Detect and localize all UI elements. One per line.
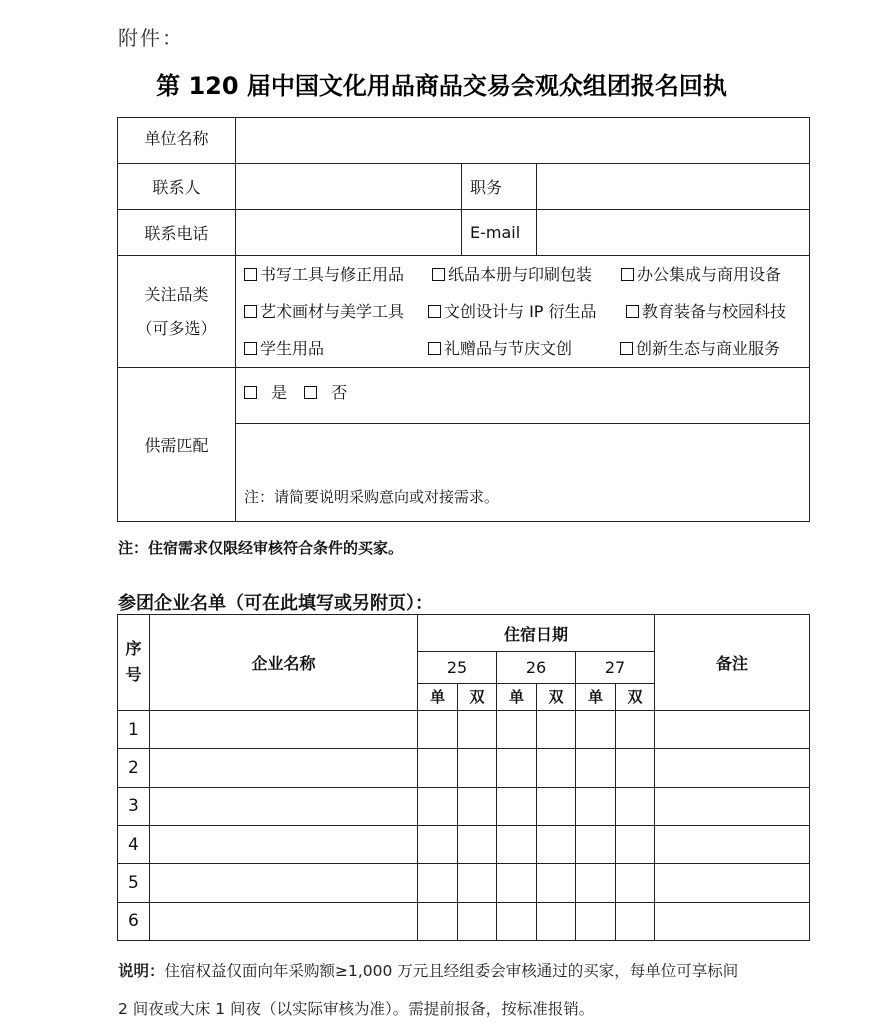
row-number: 5: [118, 864, 150, 902]
company-cell[interactable]: [150, 864, 418, 902]
room-cell[interactable]: [576, 864, 616, 902]
table-row: [118, 710, 810, 748]
category-row: [244, 256, 801, 293]
seq-header-2: 号: [125, 665, 142, 685]
category-option-label: 书写工具与修正用品: [260, 265, 405, 284]
category-option[interactable]: [432, 256, 621, 293]
accommodation-note: 注：住宿需求仅限经审核符合条件的买家。: [118, 539, 404, 557]
row-number: 2: [118, 749, 150, 787]
category-option[interactable]: [428, 293, 626, 330]
company-cell[interactable]: [150, 787, 418, 825]
remark-header: 备注: [655, 615, 810, 711]
room-cell[interactable]: [458, 710, 497, 748]
category-option-label: 艺术画材与美学工具: [260, 302, 405, 321]
table-row: [118, 749, 810, 787]
single-room-header: 单: [418, 683, 458, 710]
room-cell[interactable]: [537, 749, 576, 787]
no-label: 否: [331, 383, 348, 402]
checkbox-icon[interactable]: [244, 305, 257, 318]
single-room-header: 单: [497, 683, 537, 710]
matching-choice: [236, 368, 810, 424]
room-cell[interactable]: [458, 825, 497, 863]
table-row: [118, 787, 810, 825]
date-27: 27: [576, 652, 655, 683]
checkbox-icon[interactable]: [621, 268, 634, 281]
category-option-label: 礼赠品与节庆文创: [444, 339, 573, 358]
category-label: 关注品类: [144, 284, 209, 304]
category-option[interactable]: [244, 330, 428, 367]
remark-cell[interactable]: [655, 825, 810, 863]
room-cell[interactable]: [458, 902, 497, 940]
remark-cell[interactable]: [655, 749, 810, 787]
table-row: [118, 902, 810, 940]
yes-label: 是: [271, 383, 288, 402]
double-room-header: 双: [537, 683, 576, 710]
seq-header: [118, 615, 150, 711]
company-header: 企业名称: [150, 615, 418, 711]
company-cell[interactable]: [150, 749, 418, 787]
table-row: [118, 864, 810, 902]
room-cell[interactable]: [576, 902, 616, 940]
remark-cell[interactable]: [655, 787, 810, 825]
room-cell[interactable]: [537, 864, 576, 902]
double-room-header: 双: [616, 683, 655, 710]
category-label-cell: [118, 256, 236, 368]
category-options: [236, 256, 810, 368]
position-field[interactable]: [537, 164, 810, 210]
room-cell[interactable]: [576, 787, 616, 825]
registration-form: [117, 117, 810, 522]
row-number: 1: [118, 710, 150, 748]
room-cell[interactable]: [418, 825, 458, 863]
room-cell[interactable]: [616, 710, 655, 748]
category-option[interactable]: [428, 330, 620, 367]
email-field[interactable]: [537, 210, 810, 256]
unit-name-label: 单位名称: [118, 118, 236, 164]
yes-checkbox-icon[interactable]: [244, 386, 257, 399]
contact-label: 联系人: [118, 164, 236, 210]
company-cell[interactable]: [150, 825, 418, 863]
room-cell[interactable]: [418, 902, 458, 940]
room-cell[interactable]: [458, 864, 497, 902]
contact-field[interactable]: [236, 164, 462, 210]
list-title: 参团企业名单（可在此填写或另附页）：: [118, 593, 433, 614]
room-cell[interactable]: [458, 749, 497, 787]
room-cell[interactable]: [418, 710, 458, 748]
room-cell[interactable]: [537, 710, 576, 748]
checkbox-icon[interactable]: [244, 268, 257, 281]
room-cell[interactable]: [576, 710, 616, 748]
date-25: 25: [418, 652, 497, 683]
room-cell[interactable]: [537, 902, 576, 940]
description-lead: 说明：: [118, 962, 165, 980]
category-option[interactable]: [626, 293, 786, 330]
category-option-label: 办公集成与商用设备: [637, 265, 782, 284]
company-cell[interactable]: [150, 710, 418, 748]
single-room-header: 单: [576, 683, 616, 710]
attachment-label: 附件：: [118, 26, 184, 50]
room-cell[interactable]: [458, 787, 497, 825]
room-cell[interactable]: [576, 749, 616, 787]
description: [118, 952, 818, 1028]
room-cell[interactable]: [418, 864, 458, 902]
room-cell[interactable]: [497, 864, 537, 902]
checkbox-icon[interactable]: [620, 342, 633, 355]
email-label: E-mail: [462, 210, 537, 256]
checkbox-icon[interactable]: [428, 342, 441, 355]
room-cell[interactable]: [616, 825, 655, 863]
room-cell[interactable]: [537, 787, 576, 825]
date-header: 住宿日期: [418, 615, 655, 652]
matching-detail-field[interactable]: [236, 424, 810, 522]
checkbox-icon[interactable]: [626, 305, 639, 318]
phone-label: 联系电话: [118, 210, 236, 256]
remark-cell[interactable]: [655, 710, 810, 748]
category-option[interactable]: [244, 256, 432, 293]
room-cell[interactable]: [418, 749, 458, 787]
category-option-label: 教育装备与校园科技: [642, 302, 787, 321]
category-option[interactable]: [620, 330, 780, 367]
room-cell[interactable]: [497, 787, 537, 825]
unit-name-field[interactable]: [236, 118, 810, 164]
remark-cell[interactable]: [655, 864, 810, 902]
room-cell[interactable]: [497, 749, 537, 787]
category-option-label: 学生用品: [260, 339, 325, 358]
category-option[interactable]: [621, 256, 781, 293]
description-line-1: [118, 952, 818, 990]
room-cell[interactable]: [576, 825, 616, 863]
description-text-2: 2 间夜或大床 1 间夜（以实际审核为准）。需提前报备，按标准报销。: [118, 1000, 595, 1018]
checkbox-icon[interactable]: [428, 305, 441, 318]
room-cell[interactable]: [497, 710, 537, 748]
matching-note: 注：请简要说明采购意向或对接需求。: [244, 488, 500, 506]
company-list-table: [117, 614, 810, 941]
date-26: 26: [497, 652, 576, 683]
category-option-label: 创新生态与商业服务: [636, 339, 781, 358]
room-cell[interactable]: [616, 749, 655, 787]
row-number: 3: [118, 787, 150, 825]
room-cell[interactable]: [616, 864, 655, 902]
category-option-label: 文创设计与 IP 衍生品: [444, 302, 597, 321]
category-option-label: 纸品本册与印刷包装: [448, 265, 593, 284]
phone-field[interactable]: [236, 210, 462, 256]
seq-header-1: 序: [125, 639, 142, 659]
row-number: 6: [118, 902, 150, 940]
room-cell[interactable]: [537, 825, 576, 863]
category-option[interactable]: [244, 293, 428, 330]
double-room-header: 双: [458, 683, 497, 710]
room-cell[interactable]: [497, 825, 537, 863]
category-hint: （可多选）: [136, 318, 217, 338]
description-text-1: 住宿权益仅面向年采购额≥1,000 万元且经组委会审核通过的买家，每单位可享标间: [164, 962, 739, 980]
position-label: 职务: [462, 164, 537, 210]
checkbox-icon[interactable]: [244, 342, 257, 355]
page-title: 第 120 届中国文化用品商品交易会观众组团报名回执: [156, 72, 727, 100]
category-row: [244, 293, 801, 330]
table-row: [118, 825, 810, 863]
room-cell[interactable]: [616, 787, 655, 825]
company-cell[interactable]: [150, 902, 418, 940]
row-number: 4: [118, 825, 150, 863]
remark-cell[interactable]: [655, 902, 810, 940]
no-checkbox-icon[interactable]: [304, 386, 317, 399]
matching-label: 供需匹配: [118, 368, 236, 522]
room-cell[interactable]: [497, 902, 537, 940]
category-row: [244, 330, 801, 367]
room-cell[interactable]: [418, 787, 458, 825]
room-cell[interactable]: [616, 902, 655, 940]
checkbox-icon[interactable]: [432, 268, 445, 281]
